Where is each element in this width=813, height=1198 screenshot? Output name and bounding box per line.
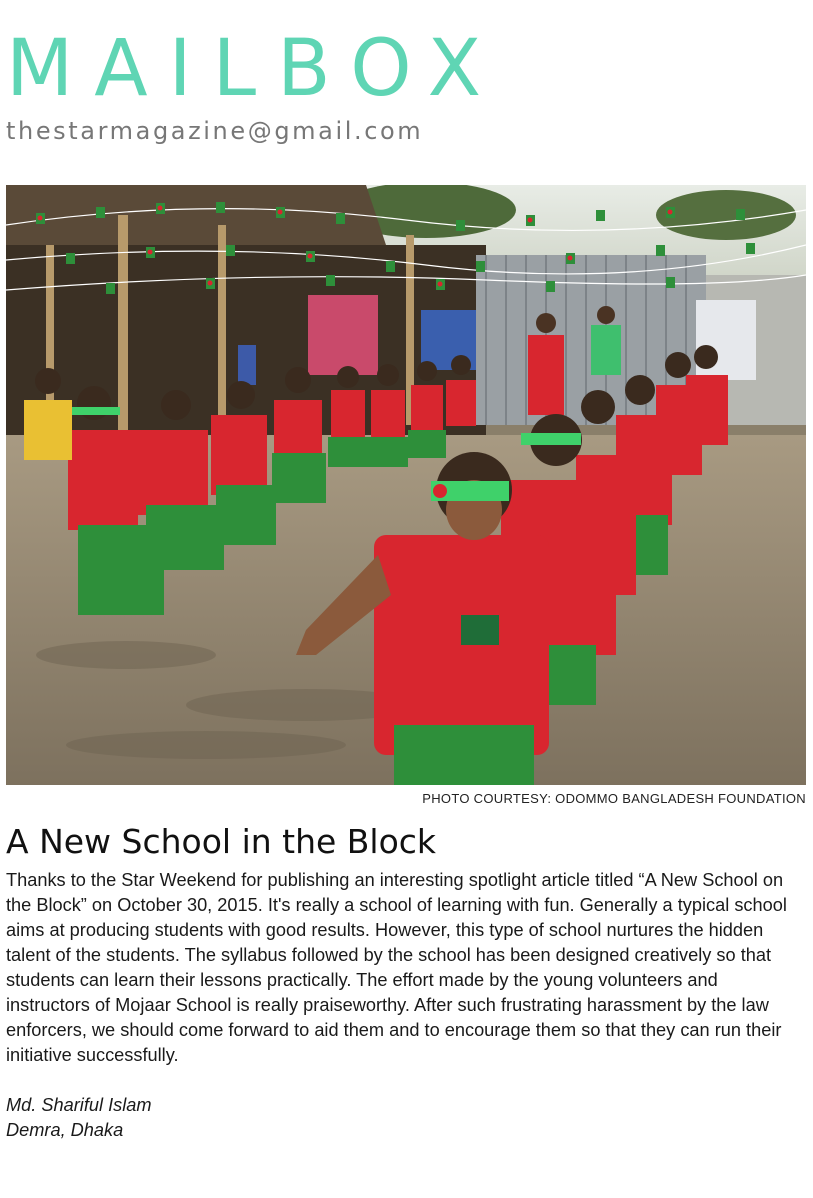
photo-caption: PHOTO COURTESY: ODOMMO BANGLADESH FOUNDATION	[422, 791, 806, 806]
photo-illustration	[6, 185, 806, 785]
article-photo	[6, 185, 806, 785]
letter-headline: A New School in the Block	[6, 822, 437, 861]
author-location: Demra, Dhaka	[6, 1120, 124, 1140]
letter-signature	[6, 1093, 152, 1143]
contact-email[interactable]: thestarmagazine@gmail.com	[6, 117, 424, 145]
letter-body: Thanks to the Star Weekend for publishing an interesting spotlight article titled “A New School on the Block” on October 30, 2015. It's really a school of learning with fun. Generally a typical school aims at producing students with good results. However, this type of school nurtures the hidden talent of the students. The syllabus followed by the school has been designed creatively so that students can learn their lessons practically. The effort made by the young volunteers and instructors of Mojaar School is really praiseworthy. After such frustrating harassment by the law enforcers, we should come forward to aid them and to encourage them so that they can run their initiative successfully.	[6, 870, 787, 1065]
section-title: MAILBOX	[6, 24, 503, 114]
author-name: Md. Shariful Islam	[6, 1095, 152, 1115]
